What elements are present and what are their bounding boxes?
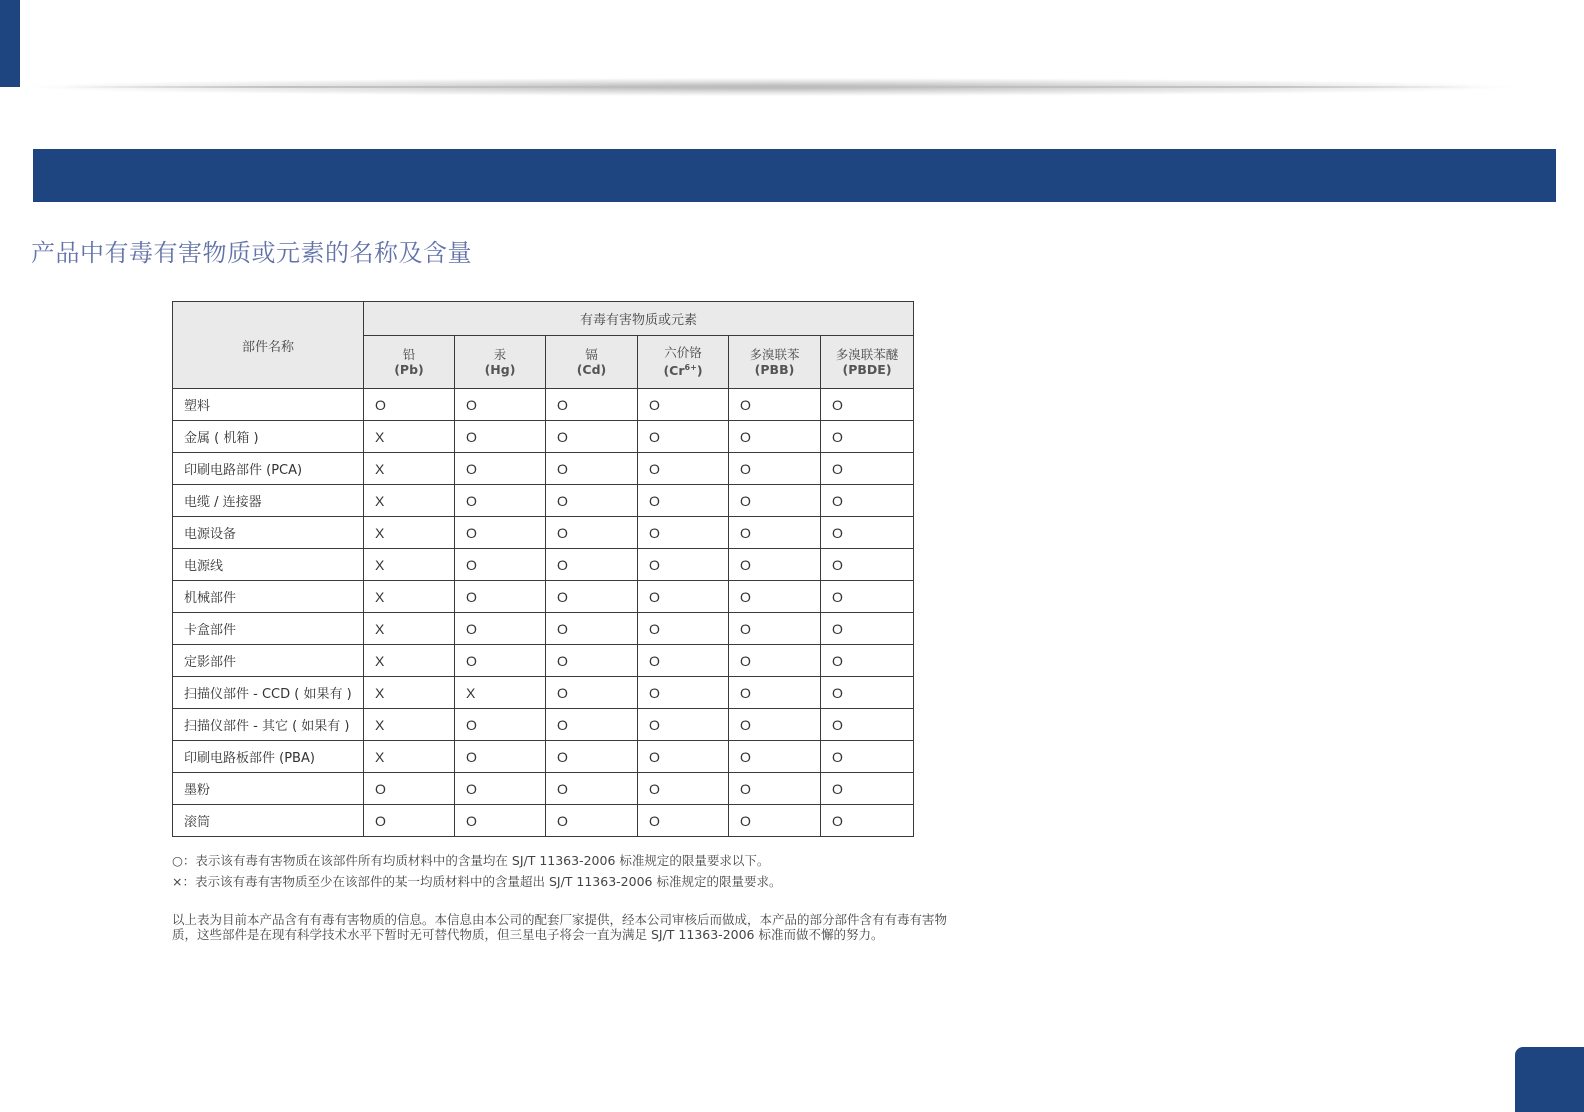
substance-mark-cell: O [729,709,821,741]
substance-mark-cell: O [638,805,729,837]
element-name: 多溴联苯醚 [835,347,899,362]
substance-mark-cell: O [729,805,821,837]
table-row [173,389,914,421]
substance-mark-cell: O [455,389,546,421]
part-name-header: 部件名称 [173,302,364,389]
substance-mark-cell: O [455,645,546,677]
element-name: 六价铬 [664,345,702,361]
element-symbol: (PBB) [754,362,795,377]
substance-mark-cell: O [546,549,638,581]
substance-mark-cell: O [821,549,914,581]
substance-mark-cell: O [455,549,546,581]
substance-mark-cell: O [546,741,638,773]
part-name-cell: 定影部件 [173,645,364,677]
element-name: 多溴联苯 [749,347,800,362]
substance-mark-cell: O [455,421,546,453]
substance-mark-cell: X [364,677,455,709]
table-row [173,517,914,549]
substance-mark-cell: O [546,773,638,805]
substance-mark-cell: X [364,709,455,741]
substance-mark-cell: X [364,485,455,517]
substance-mark-cell: O [638,581,729,613]
element-symbol: $(Cr^{6+})$ [663,363,703,379]
substance-mark-cell: O [729,517,821,549]
substance-mark-cell: O [364,805,455,837]
table-row [173,709,914,741]
substance-mark-cell: X [455,677,546,709]
table-row [173,613,914,645]
substance-mark-cell: O [364,773,455,805]
substance-mark-cell: X [364,613,455,645]
part-name-cell: 机械部件 [173,581,364,613]
substance-mark-cell: O [821,517,914,549]
substance-mark-cell: O [546,645,638,677]
substance-mark-cell: X [364,549,455,581]
substance-mark-cell: O [729,485,821,517]
substance-mark-cell: O [729,549,821,581]
substance-mark-cell: O [546,517,638,549]
substance-mark-cell: X [364,453,455,485]
element-symbol: (Cd) [576,362,607,377]
part-name-cell: 扫描仪部件 - 其它 ( 如果有 ) [173,709,364,741]
substance-mark-cell: O [729,453,821,485]
substance-mark-cell: O [455,453,546,485]
x-note: ×：表示该有毒有害物质至少在该部件的某一均质材料中的含量超出 SJ/T 11363-2006 标准规定的限量要求。 [172,874,782,889]
substance-mark-cell: O [455,741,546,773]
substance-mark-cell: O [729,645,821,677]
element-name: 镉 [585,347,598,362]
substance-mark-cell: O [638,677,729,709]
substance-mark-cell: O [638,613,729,645]
table-row [173,549,914,581]
header-divider [60,86,1480,88]
element-header [729,336,821,389]
element-symbol: (Pb) [394,362,424,377]
substance-mark-cell: O [729,581,821,613]
table-row [173,581,914,613]
substance-mark-cell: O [546,453,638,485]
substance-mark-cell: O [455,773,546,805]
substances-group-header: 有毒有害物质或元素 [364,302,914,336]
substance-mark-cell: O [729,613,821,645]
substance-mark-cell: O [729,389,821,421]
substance-mark-cell: X [364,581,455,613]
substance-mark-cell: O [546,581,638,613]
statement [172,912,1002,942]
part-name-cell: 卡盒部件 [173,613,364,645]
part-name-cell: 扫描仪部件 - CCD ( 如果有 ) [173,677,364,709]
part-name-cell: 印刷电路板部件 (PBA) [173,741,364,773]
substance-mark-cell: O [546,421,638,453]
substance-mark-cell: O [729,421,821,453]
element-header [546,336,638,389]
substance-mark-cell: O [455,805,546,837]
table-row [173,453,914,485]
substance-mark-cell: O [638,773,729,805]
element-header [638,336,729,389]
element-symbol: (PBDE) [842,362,892,377]
substance-mark-cell: O [455,613,546,645]
element-header [455,336,546,389]
corner-tab [0,0,20,87]
substance-mark-cell: O [638,645,729,677]
substance-mark-cell: O [821,645,914,677]
table-row [173,421,914,453]
substance-mark-cell: O [729,741,821,773]
statement-line-1: 以上表为目前本产品含有有毒有害物质的信息。本信息由本公司的配套厂家提供，经本公司审核后而做成，本产品的部分部件含有有毒有害物 [172,912,948,927]
table-row [173,677,914,709]
substance-mark-cell: O [821,741,914,773]
substance-mark-cell: O [638,453,729,485]
substance-mark-cell: O [546,677,638,709]
substance-mark-cell: X [364,421,455,453]
element-header [364,336,455,389]
substance-mark-cell: O [546,805,638,837]
element-symbol: (Hg) [484,362,516,377]
substance-mark-cell: O [638,421,729,453]
part-name-cell: 墨粉 [173,773,364,805]
substance-mark-cell: O [638,389,729,421]
hazardous-substances-table [172,301,914,837]
statement-line-2: 质，这些部件是在现有科学技术水平下暂时无可替代物质，但三星电子将会一直为满足 SJ/T 11363-2006 标准而做不懈的努力。 [172,927,884,942]
element-name: 汞 [493,347,507,362]
part-name-cell: 金属 ( 机箱 ) [173,421,364,453]
substance-mark-cell: O [546,389,638,421]
substance-mark-cell: O [821,485,914,517]
part-name-cell: 电缆 / 连接器 [173,485,364,517]
table-row [173,645,914,677]
substance-mark-cell: O [546,485,638,517]
substance-mark-cell: X [364,741,455,773]
substance-mark-cell: O [638,485,729,517]
substance-mark-cell: O [455,709,546,741]
substance-mark-cell: O [455,581,546,613]
substance-mark-cell: X [364,645,455,677]
part-name-cell: 塑料 [173,389,364,421]
substance-mark-cell: O [821,613,914,645]
part-name-cell: 电源线 [173,549,364,581]
substance-mark-cell: X [364,517,455,549]
substance-mark-cell: O [821,805,914,837]
part-name-cell: 印刷电路部件 (PCA) [173,453,364,485]
substance-mark-cell: O [546,613,638,645]
element-name: 铅 [402,347,416,362]
section-banner [33,149,1556,202]
substance-mark-cell: O [546,709,638,741]
substance-mark-cell: O [638,741,729,773]
o-note: ○：表示该有毒有害物质在该部件所有均质材料中的含量均在 SJ/T 11363-2006 标准规定的限量要求以下。 [172,853,770,868]
substance-mark-cell: O [729,773,821,805]
substance-mark-cell: O [821,677,914,709]
table-row [173,805,914,837]
part-name-cell: 滚筒 [173,805,364,837]
substance-mark-cell: O [821,709,914,741]
substance-mark-cell: O [638,517,729,549]
substance-mark-cell: O [821,389,914,421]
substance-mark-cell: O [455,485,546,517]
section-title: 产品中有毒有害物质或元素的名称及含量 [31,239,472,267]
table-row [173,741,914,773]
substance-mark-cell: O [821,453,914,485]
page-number-badge [1515,1047,1584,1112]
notes [172,850,781,892]
element-header [821,336,914,389]
substance-mark-cell: O [821,421,914,453]
part-name-cell: 电源设备 [173,517,364,549]
substance-mark-cell: O [729,677,821,709]
substance-mark-cell: O [455,517,546,549]
table-row [173,485,914,517]
substance-mark-cell: O [821,581,914,613]
substance-mark-cell: O [638,709,729,741]
substance-mark-cell: O [638,549,729,581]
substance-mark-cell: O [821,773,914,805]
table-row [173,773,914,805]
substance-mark-cell: O [364,389,455,421]
